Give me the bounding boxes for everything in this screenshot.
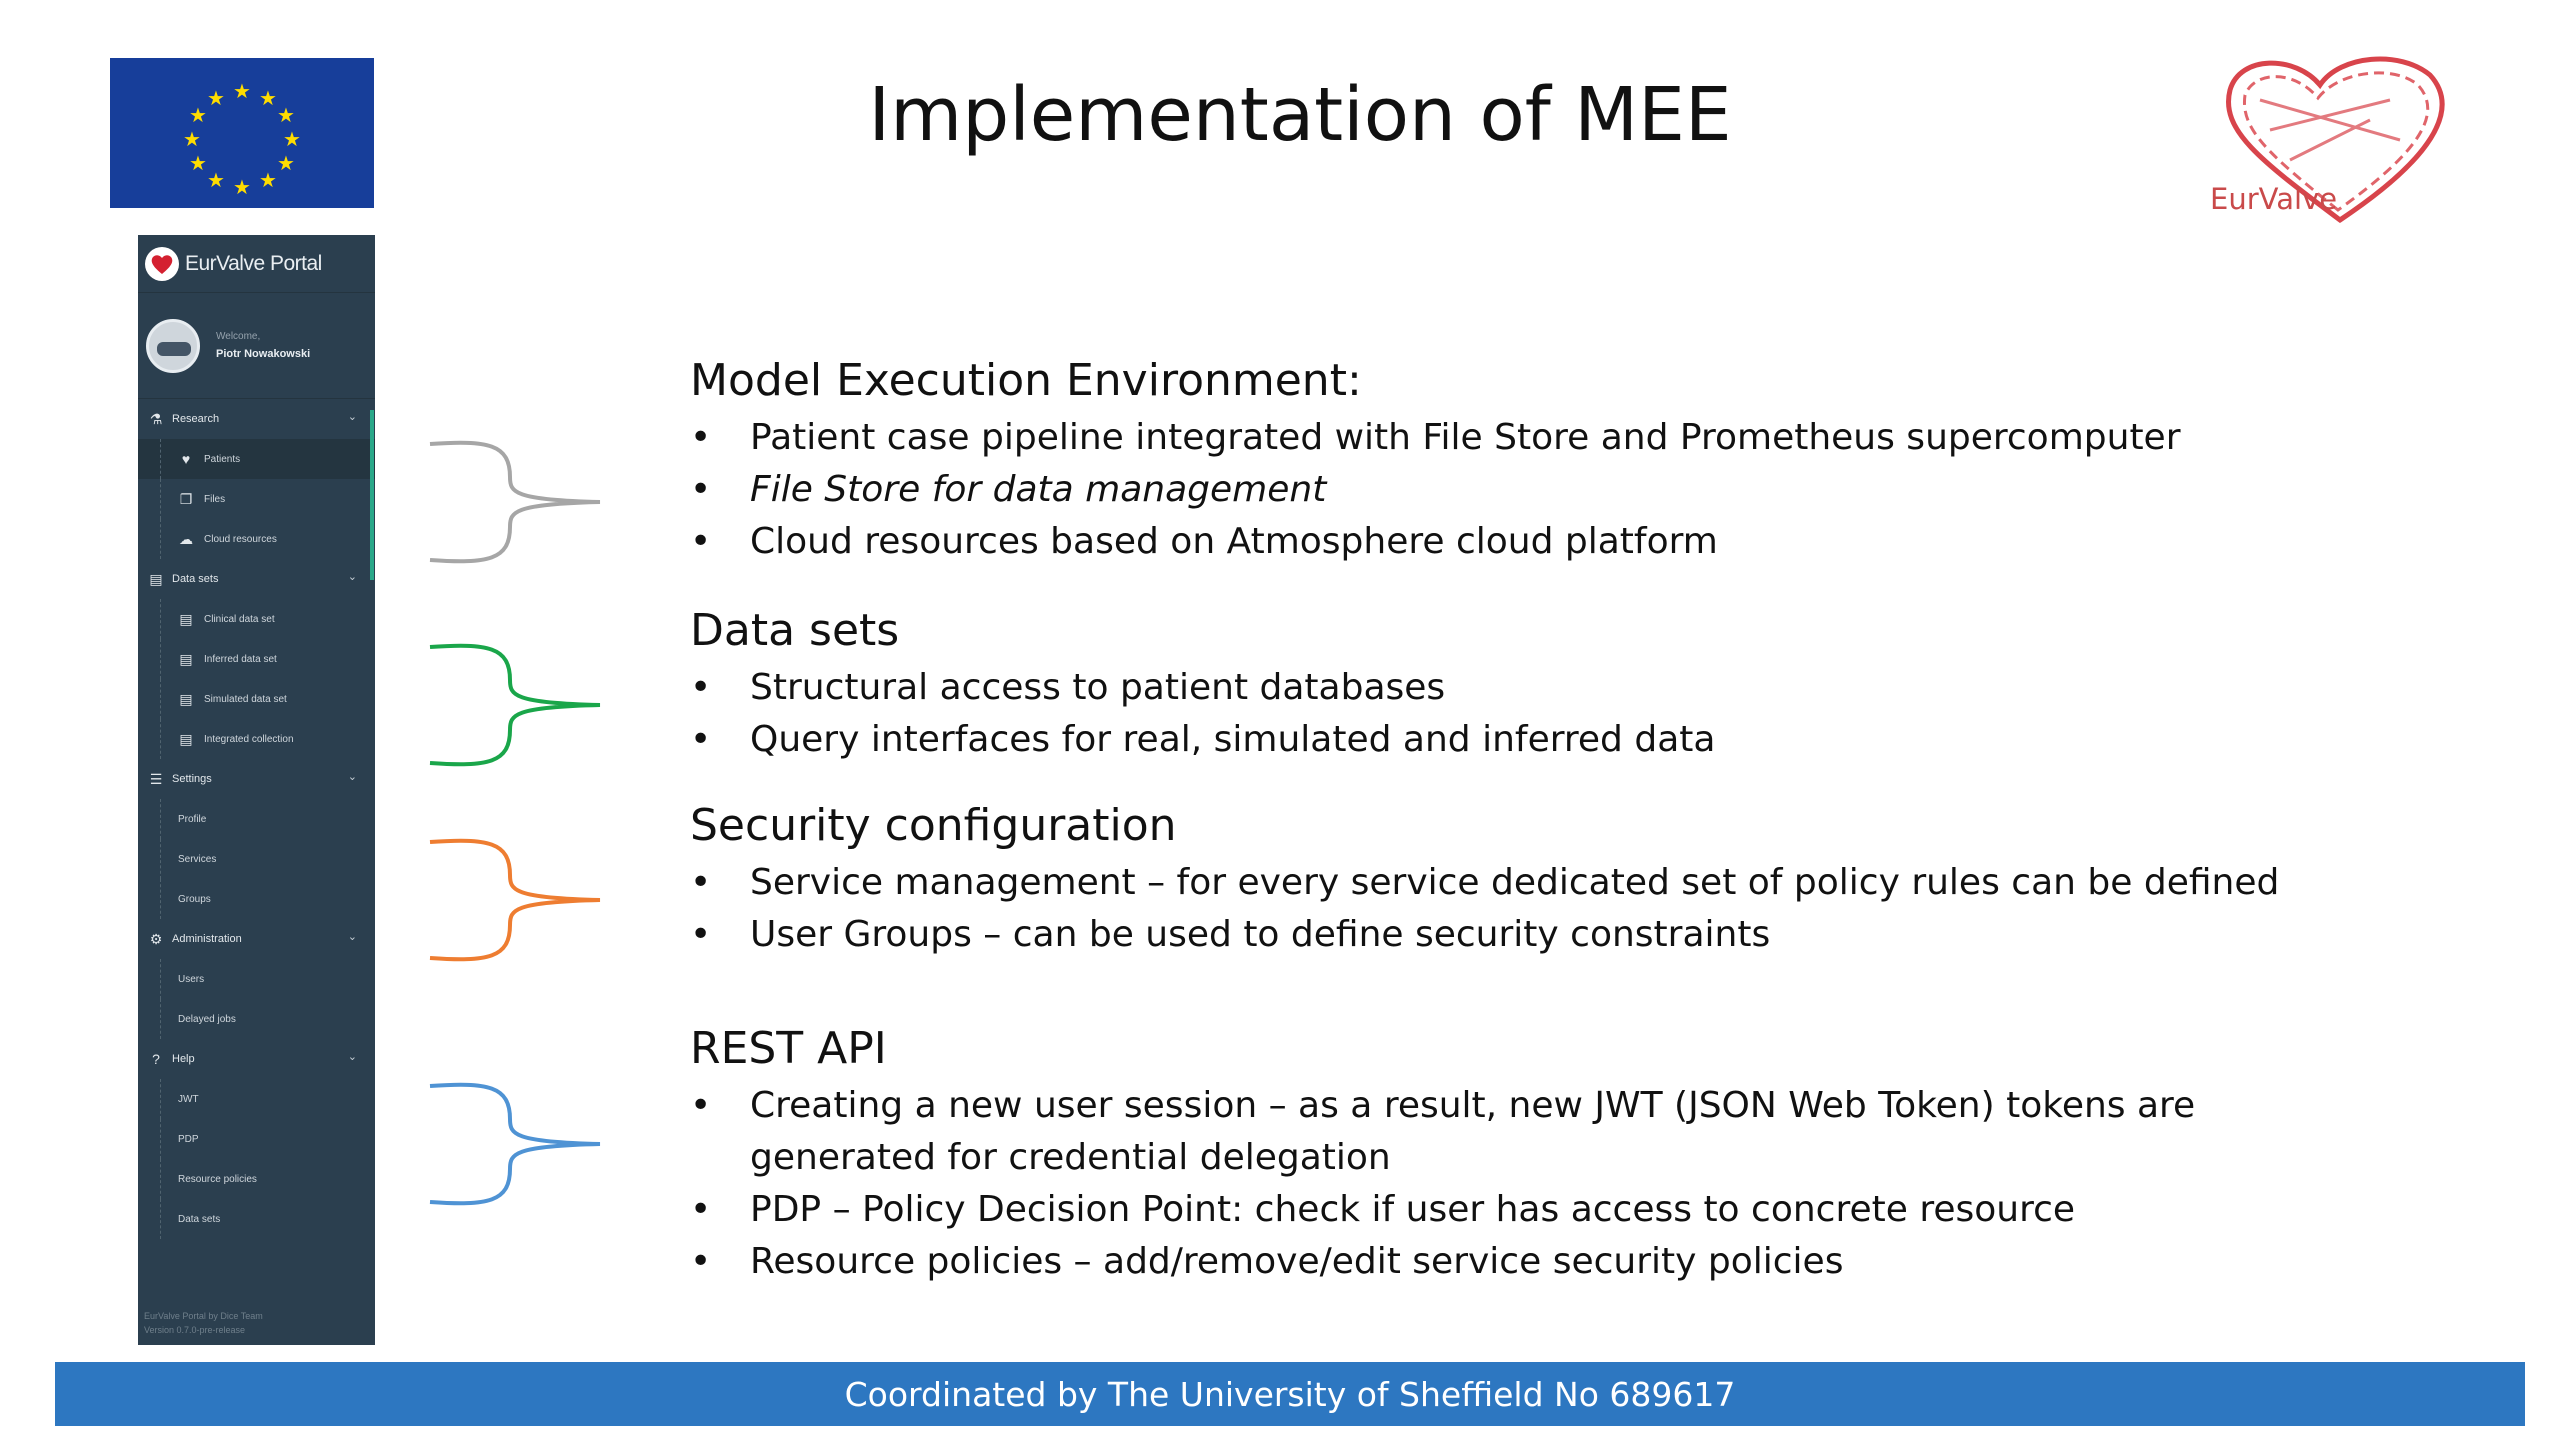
database-icon: ▤ xyxy=(179,610,193,627)
brace-green xyxy=(428,635,608,775)
cogs-icon: ⚙ xyxy=(149,930,163,947)
sidebar-footer xyxy=(144,1309,263,1337)
database-icon: ▤ xyxy=(179,690,193,707)
section-mee xyxy=(690,355,2181,568)
sidebar-user-panel xyxy=(138,293,375,399)
svg-text:★: ★ xyxy=(259,170,277,192)
svg-text:★: ★ xyxy=(233,177,251,199)
heart-icon xyxy=(144,246,180,282)
chevron-down-icon: ⌄ xyxy=(347,411,357,423)
sidebar-active-accent xyxy=(370,410,374,580)
sidebar-item-services[interactable] xyxy=(138,839,375,879)
sidebar-user-name: Piotr Nowakowski xyxy=(216,348,311,360)
svg-text:★: ★ xyxy=(189,105,207,127)
sidebar-item-label: Delayed jobs xyxy=(178,1013,236,1025)
database-icon: ▤ xyxy=(179,650,193,667)
sidebar-item-inferred-data-set[interactable] xyxy=(138,639,375,679)
sidebar-item-files[interactable] xyxy=(138,479,375,519)
sidebar-item-label: Profile xyxy=(178,813,207,825)
sidebar-item-label: Integrated collection xyxy=(204,733,294,745)
sidebar-item-simulated-data-set[interactable] xyxy=(138,679,375,719)
section-security xyxy=(690,800,2279,961)
sidebar-item-patients[interactable] xyxy=(138,439,375,479)
sidebar-item-label: Users xyxy=(178,973,205,985)
eurvalve-logo xyxy=(2200,50,2470,240)
chevron-down-icon: ⌄ xyxy=(347,771,357,783)
bullet-item: • File Store for data management xyxy=(690,464,2181,516)
sidebar-item-label: Help xyxy=(172,1053,195,1065)
sidebar-item-administration[interactable] xyxy=(138,919,375,959)
brace-orange xyxy=(428,830,608,970)
section-heading: Model Execution Environment: xyxy=(690,355,1362,406)
svg-text:★: ★ xyxy=(183,129,201,151)
slide-title: Implementation of MEE xyxy=(868,72,1732,158)
footer-text: Coordinated by The University of Sheffield No 689617 xyxy=(844,1374,1736,1414)
sidebar-brand[interactable] xyxy=(138,235,375,293)
sliders-icon: ☰ xyxy=(149,770,163,787)
sidebar-brand-name: EurValve Portal xyxy=(185,251,322,275)
question-icon: ? xyxy=(152,1051,160,1067)
sidebar-item-pdp[interactable] xyxy=(138,1119,375,1159)
sidebar-menu xyxy=(138,399,375,1239)
sidebar-item-jwt[interactable] xyxy=(138,1079,375,1119)
sidebar-item-label: Services xyxy=(178,853,217,865)
svg-text:★: ★ xyxy=(207,88,225,110)
svg-text:★: ★ xyxy=(207,170,225,192)
bullet-item: • User Groups – can be used to define security constraints xyxy=(690,909,2279,961)
sidebar-item-groups[interactable] xyxy=(138,879,375,919)
sidebar-item-label: Data sets xyxy=(172,573,219,585)
files-icon: ❐ xyxy=(179,490,193,507)
sidebar-item-clinical-data-set[interactable] xyxy=(138,599,375,639)
bullet-item: • Patient case pipeline integrated with File Store and Prometheus supercomputer xyxy=(690,412,2181,464)
bullet-item: • Cloud resources based on Atmosphere cloud platform xyxy=(690,516,2181,568)
bullet-item: • Creating a new user session – as a result, new JWT (JSON Web Token) tokens are xyxy=(690,1080,2195,1132)
sidebar-item-label: Clinical data set xyxy=(204,613,275,625)
section-heading: Data sets xyxy=(690,605,900,656)
sidebar-item-data-sets[interactable] xyxy=(138,559,375,599)
bullet-item: • Structural access to patient databases xyxy=(690,662,1715,714)
eu-flag-icon xyxy=(110,58,374,208)
portal-sidebar xyxy=(138,235,375,1345)
cloud-icon: ☁ xyxy=(179,530,193,547)
svg-text:★: ★ xyxy=(233,81,251,103)
sidebar-item-delayed-jobs[interactable] xyxy=(138,999,375,1039)
flask-icon: ⚗ xyxy=(149,410,163,427)
bullet-item: • Service management – for every service dedicated set of policy rules can be defined xyxy=(690,857,2279,909)
sidebar-item-label: JWT xyxy=(178,1093,199,1105)
sidebar-footer-line: EurValve Portal by Dice Team xyxy=(144,1311,263,1321)
sidebar-item-label: Patients xyxy=(204,453,241,465)
sidebar-item-label: Files xyxy=(204,493,226,505)
bullet-item: • Query interfaces for real, simulated and inferred data xyxy=(690,714,1715,766)
sidebar-item-label: Settings xyxy=(172,773,212,785)
sidebar-item-help-data-sets[interactable] xyxy=(138,1199,375,1239)
chevron-down-icon: ⌄ xyxy=(347,1051,357,1063)
sidebar-item-label: Simulated data set xyxy=(204,693,287,705)
section-heading: REST API xyxy=(690,1023,887,1074)
sidebar-item-label: Administration xyxy=(172,933,242,945)
bullet-item: • Resource policies – add/remove/edit service security policies xyxy=(690,1236,2195,1288)
bullet-item: • PDP – Policy Decision Point: check if user has access to concrete resource xyxy=(690,1184,2195,1236)
svg-text:★: ★ xyxy=(259,88,277,110)
heart-icon: ♥ xyxy=(181,451,191,467)
sidebar-item-cloud-resources[interactable] xyxy=(138,519,375,559)
sidebar-item-profile[interactable] xyxy=(138,799,375,839)
sidebar-item-label: Groups xyxy=(178,893,211,905)
chevron-down-icon: ⌄ xyxy=(347,931,357,943)
section-rest-api xyxy=(690,1023,2195,1288)
sidebar-item-settings[interactable] xyxy=(138,759,375,799)
sidebar-item-research[interactable] xyxy=(138,399,375,439)
sidebar-item-label: Cloud resources xyxy=(204,533,277,545)
brace-gray xyxy=(428,432,608,572)
sidebar-item-label: PDP xyxy=(178,1133,199,1145)
svg-text:★: ★ xyxy=(283,129,301,151)
sidebar-item-integrated-collection[interactable] xyxy=(138,719,375,759)
sidebar-item-label: Inferred data set xyxy=(204,653,277,665)
svg-text:★: ★ xyxy=(277,105,295,127)
sidebar-item-help[interactable] xyxy=(138,1039,375,1079)
database-icon: ▤ xyxy=(149,570,163,587)
avatar xyxy=(146,319,200,373)
chevron-down-icon: ⌄ xyxy=(347,571,357,583)
sidebar-item-resource-policies[interactable] xyxy=(138,1159,375,1199)
bullet-item-continuation: generated for credential delegation xyxy=(750,1137,1391,1178)
footer-bar xyxy=(55,1362,2525,1426)
section-data-sets xyxy=(690,605,1715,766)
eurvalve-logo-text: EurValve xyxy=(2210,182,2338,216)
sidebar-item-label: Data sets xyxy=(178,1213,221,1225)
svg-text:★: ★ xyxy=(189,153,207,175)
svg-text:★: ★ xyxy=(277,153,295,175)
sidebar-item-label: Resource policies xyxy=(178,1173,257,1185)
sidebar-item-users[interactable] xyxy=(138,959,375,999)
sidebar-item-label: Research xyxy=(172,413,220,425)
sidebar-welcome: Welcome, xyxy=(216,331,261,342)
section-heading: Security configuration xyxy=(690,800,1177,851)
sidebar-footer-version: Version 0.7.0-pre-release xyxy=(144,1325,246,1335)
database-icon: ▤ xyxy=(179,730,193,747)
brace-blue xyxy=(428,1074,608,1214)
